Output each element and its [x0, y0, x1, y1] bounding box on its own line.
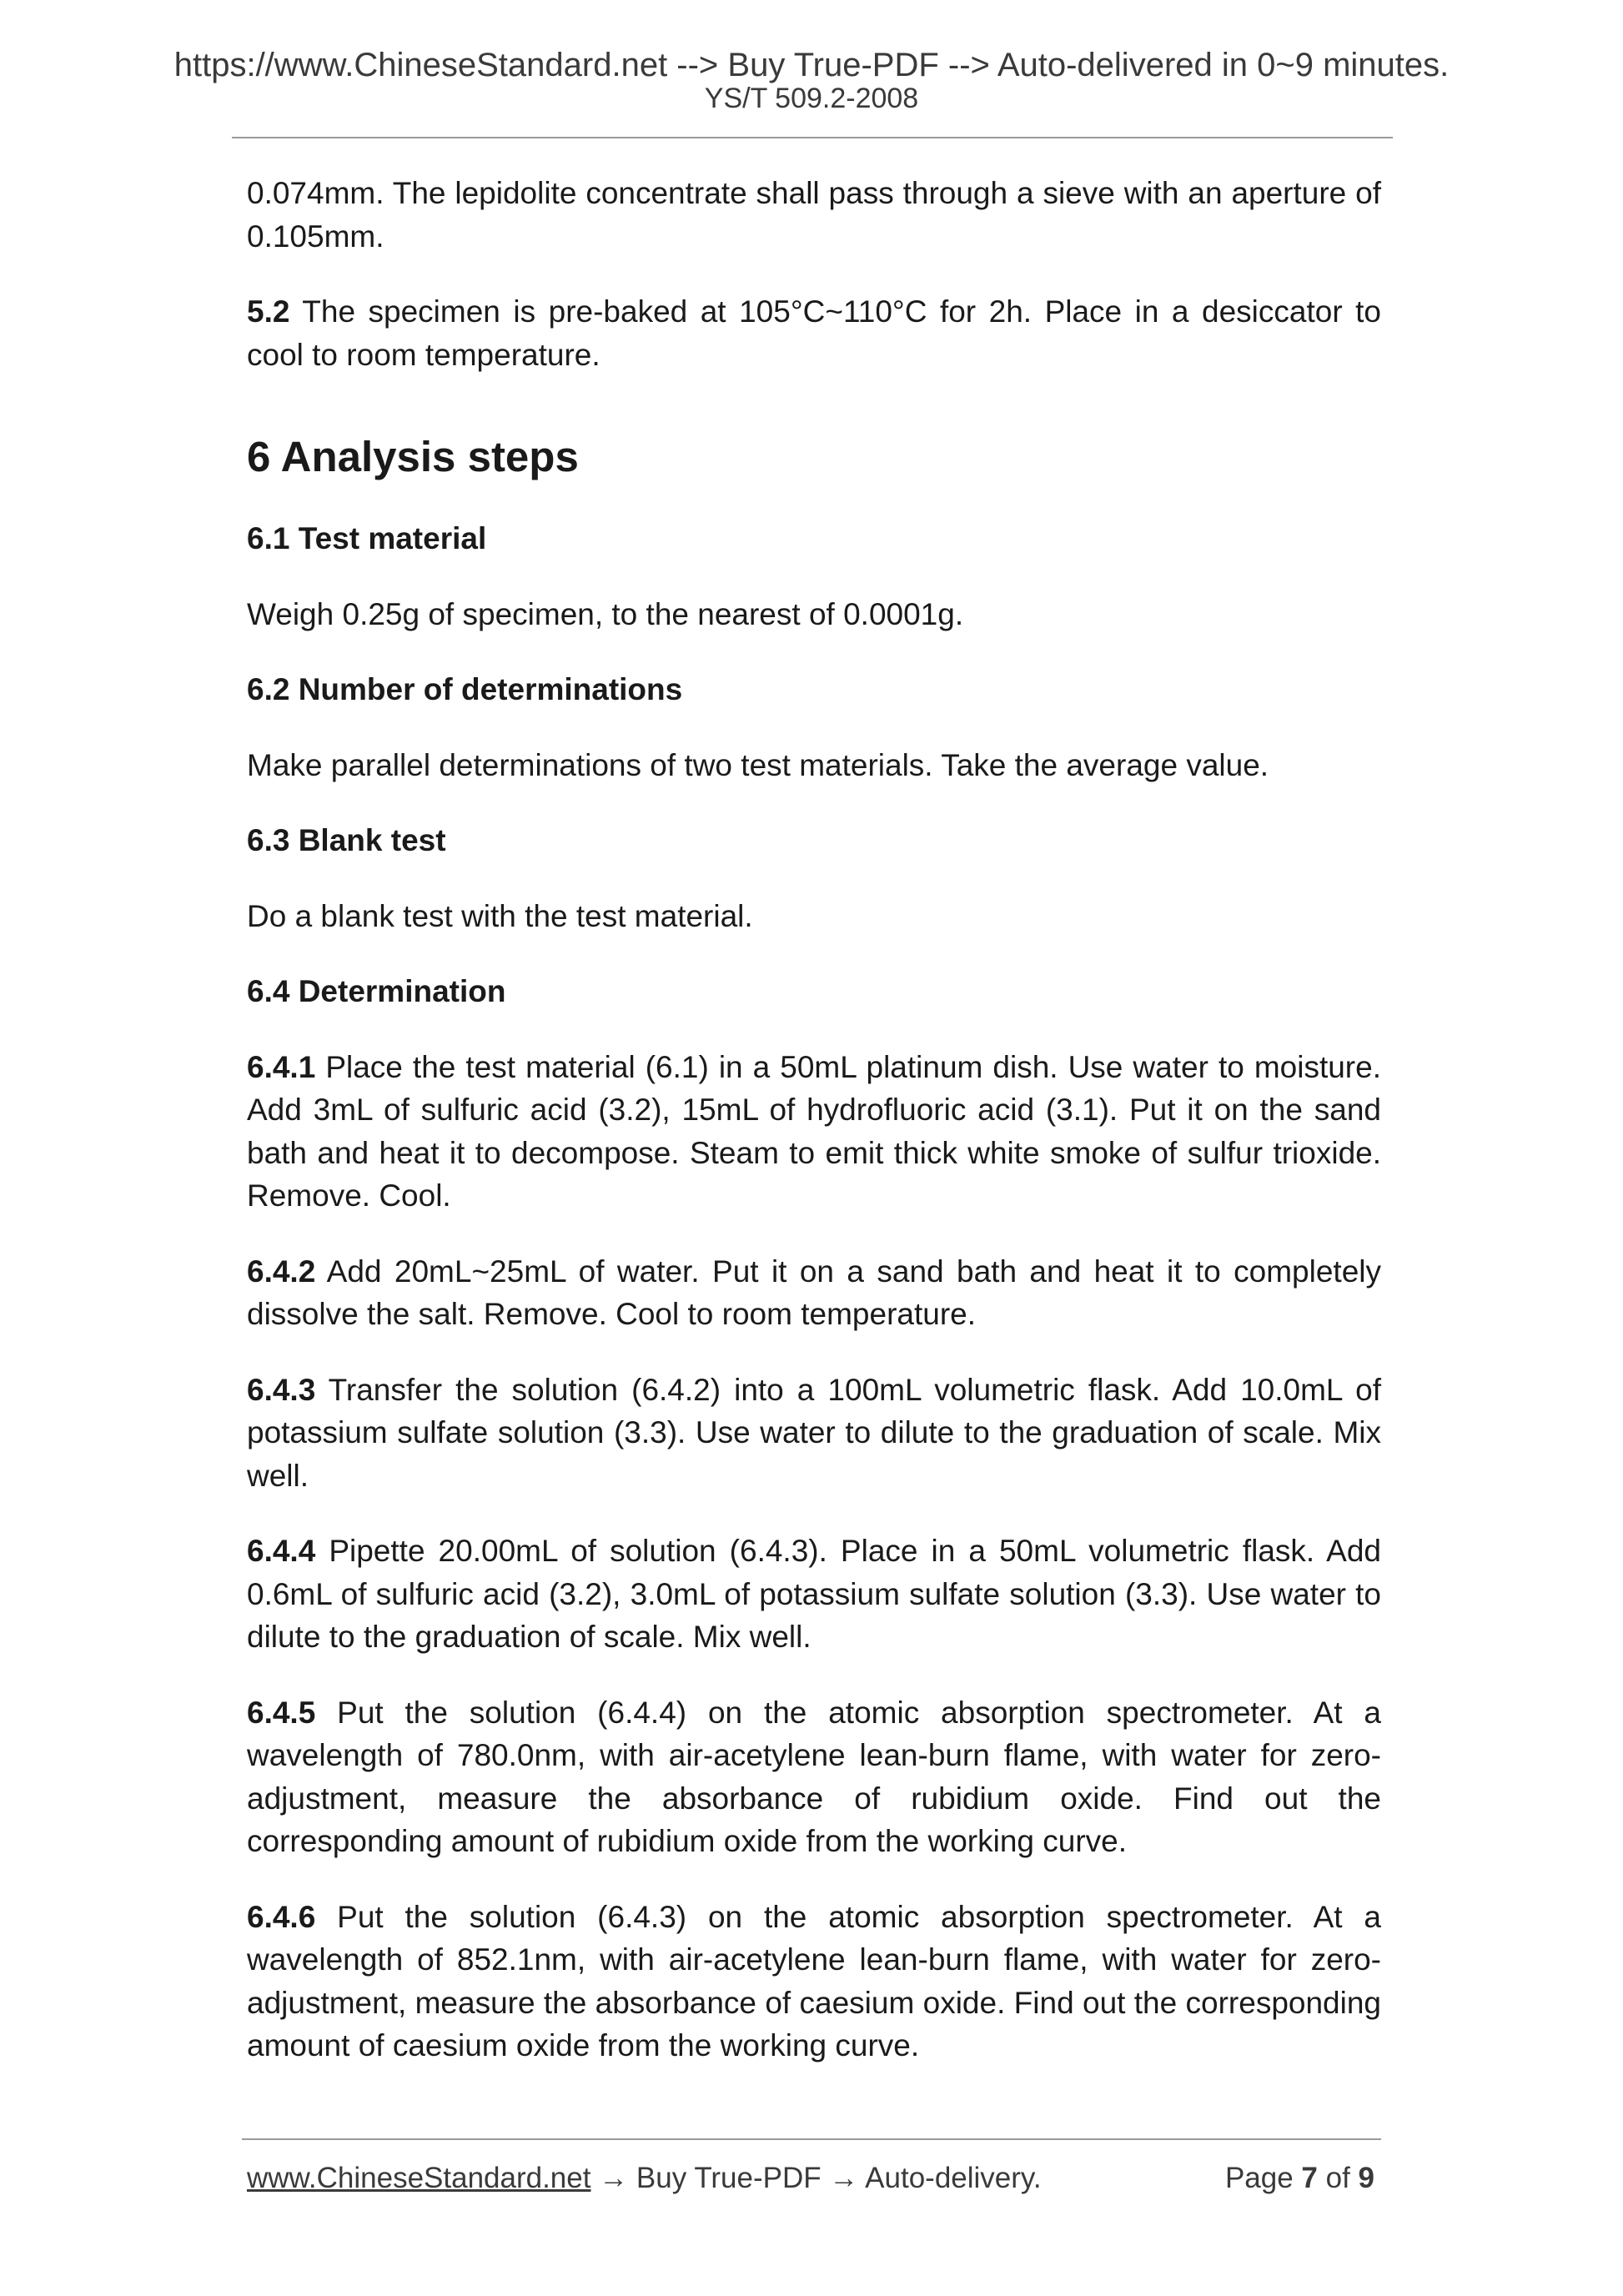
- clause-6-4-2: [247, 1250, 1381, 1336]
- page-total: 9: [1358, 2162, 1374, 2194]
- subsection-6-1-title: 6.1 Test material: [247, 521, 487, 555]
- clause-number: 6.4.1: [247, 1049, 316, 1084]
- page-footer: [247, 2160, 1381, 2197]
- section-6-title: 6 Analysis steps: [247, 433, 579, 480]
- subsection-6-2-text: Make parallel determinations of two test materials. Take the average value.: [247, 747, 1269, 782]
- clause-text: Add 20mL~25mL of water. Put it on a sand bath and heat it to completely dissolve the salt. Remove. Cool to room temperature.: [247, 1254, 1381, 1331]
- document-body: [247, 172, 1381, 2067]
- clause-6-4-6: [247, 1896, 1381, 2067]
- clause-number: 6.4.2: [247, 1254, 316, 1289]
- clause-number: 6.4.6: [247, 1899, 316, 1934]
- page-label: Page: [1224, 2162, 1302, 2194]
- page-number: 7: [1301, 2162, 1318, 2194]
- subsection-6-3-text: Do a blank test with the test material.: [247, 898, 753, 933]
- clause-6-4-4: [247, 1530, 1381, 1659]
- header-banner: https://www.ChineseStandard.net --> Buy True-PDF --> Auto-delivered in 0~9 minutes.: [173, 47, 1450, 83]
- clause-6-4-5: [247, 1691, 1381, 1863]
- header-divider: [232, 137, 1393, 138]
- footer-site-link[interactable]: www.ChineseStandard.net: [247, 2162, 591, 2194]
- continued-paragraph: 0.074mm. The lepidolite concentrate shall pass through a sieve with an aperture of 0.105mm.: [247, 176, 1381, 254]
- of-label: of: [1317, 2162, 1359, 2194]
- page-indicator: [1225, 2160, 1374, 2197]
- clause-6-4-3: [247, 1369, 1381, 1498]
- clause-text: Put the solution (6.4.3) on the atomic absorption spectrometer. At a wavelength of 852.1nm, with air-acetylene lean-burn flame, with water for zero-adjustment, measure the absorbance of caesium oxide. Find out the corresponding amount of caesium oxide from the working curve.: [247, 1899, 1381, 2062]
- subsection-6-4-title: 6.4 Determination: [247, 974, 506, 1008]
- clause-5-2: [247, 290, 1381, 376]
- footer-tagline: → Buy True-PDF → Auto-delivery.: [590, 2162, 1042, 2194]
- clause-text: Pipette 20.00mL of solution (6.4.3). Place in a 50mL volumetric flask. Add 0.6mL of sulfuric acid (3.2), 3.0mL of potassium sulfate solution (3.3). Use water to dilute to the graduation of scale. Mix well.: [247, 1534, 1381, 1654]
- subsection-6-3-title: 6.3 Blank test: [247, 823, 446, 857]
- footer-divider: [242, 2138, 1381, 2140]
- clause-text: Put the solution (6.4.4) on the atomic absorption spectrometer. At a wavelength of 780.0nm, with air-acetylene lean-burn flame, with water for zero-adjustment, measure the absorbance of rubidium oxide. Find out the corresponding amount of rubidium oxide from the working curve.: [247, 1695, 1381, 1858]
- clause-number: 6.4.5: [247, 1695, 316, 1730]
- subsection-6-1-text: Weigh 0.25g of specimen, to the nearest of 0.0001g.: [247, 596, 964, 631]
- clause-number: 5.2: [247, 294, 290, 329]
- clause-text: The specimen is pre-baked at 105°C~110°C for 2h. Place in a desiccator to cool to room temperature.: [247, 294, 1381, 372]
- clause-text: Transfer the solution (6.4.2) into a 100mL volumetric flask. Add 10.0mL of potassium sulfate solution (3.3). Use water to dilute to the graduation of scale. Mix well.: [247, 1372, 1381, 1493]
- clause-text: Place the test material (6.1) in a 50mL platinum dish. Use water to moisture. Add 3mL of sulfuric acid (3.2), 15mL of hydrofluoric acid (3.1). Put it on the sand bath and heat it to decompose. Steam to emit thick white smoke of sulfur trioxide. Remove. Cool.: [247, 1049, 1381, 1213]
- standard-code: YS/T 509.2-2008: [704, 83, 919, 114]
- clause-6-4-1: [247, 1046, 1381, 1218]
- clause-number: 6.4.4: [247, 1534, 316, 1568]
- subsection-6-2-title: 6.2 Number of determinations: [247, 672, 683, 706]
- clause-number: 6.4.3: [247, 1372, 316, 1407]
